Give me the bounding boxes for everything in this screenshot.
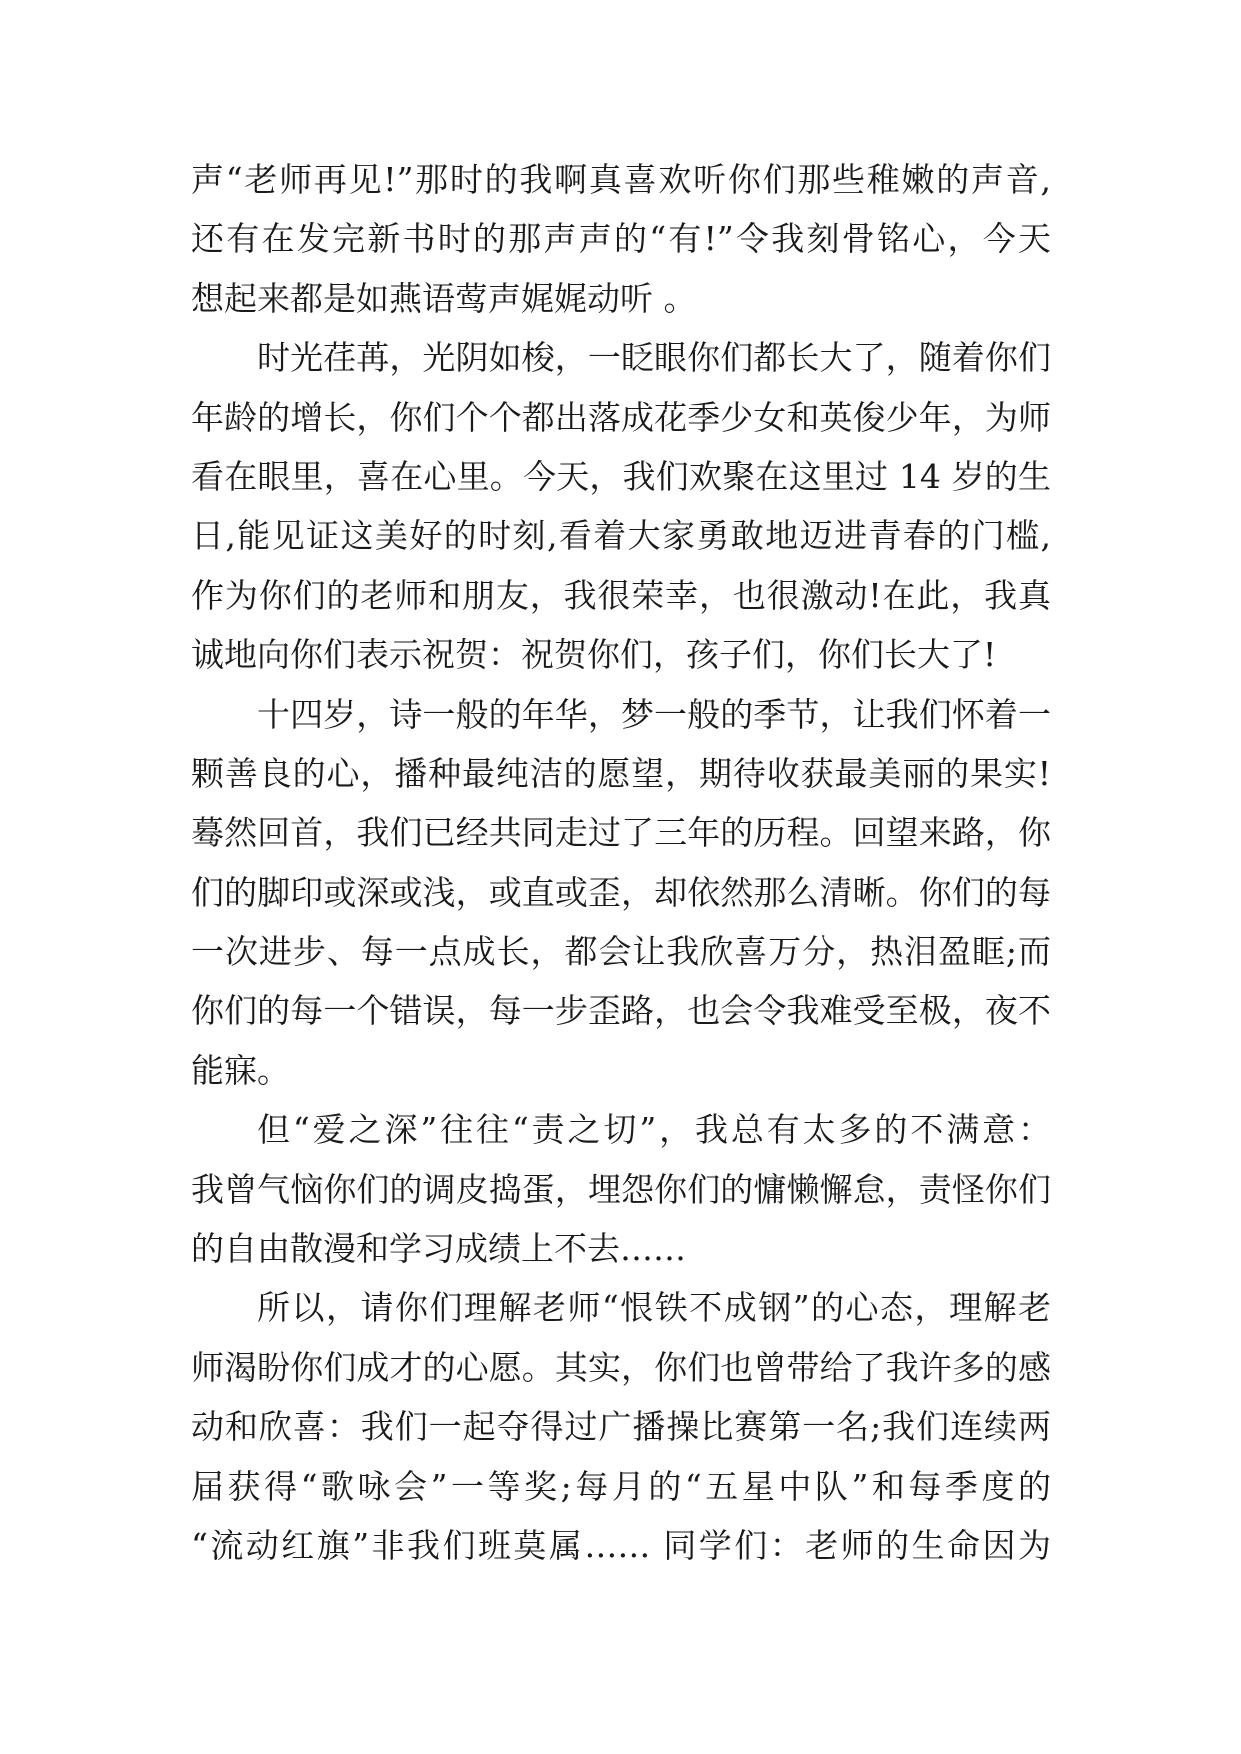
paragraph-first-line: 但“爱之深”往往“责之切”，我总有太多的不满意：: [257, 1110, 1051, 1150]
text-line: 一次进步、每一点成长，都会让我欣喜万分，热泪盈眶;而: [191, 932, 1051, 972]
text-line: 的自由散漫和学习成绩上不去……: [191, 1229, 686, 1269]
paragraph-first-line: 所以，请你们理解老师“恨铁不成钢”的心态，理解老: [257, 1288, 1051, 1328]
text-line: 届获得“歌咏会”一等奖;每月的“五星中队”和每季度的: [191, 1466, 1051, 1506]
text-line: 颗善良的心，播种最纯洁的愿望，期待收获最美丽的果实!: [191, 753, 1051, 793]
document-body: [191, 150, 1051, 1575]
text-line: 日,能见证这美好的时刻,看着大家勇敢地迈进青春的门槛,: [191, 516, 1051, 556]
text-line: 师渴盼你们成才的心愿。其实，你们也曾带给了我许多的感: [191, 1347, 1051, 1387]
text-line: 诚地向你们表示祝贺：祝贺你们，孩子们，你们长大了!: [191, 635, 997, 675]
text-line: 蓦然回首，我们已经共同走过了三年的历程。回望来路，你: [191, 813, 1051, 853]
paragraph-first-line: 十四岁，诗一般的年华，梦一般的季节，让我们怀着一: [257, 694, 1051, 734]
text-line: 动和欣喜：我们一起夺得过广播操比赛第一名;我们连续两: [191, 1407, 1051, 1447]
text-line: 看在眼里，喜在心里。今天，我们欢聚在这里过 14 岁的生: [191, 456, 1051, 496]
text-line: 我曾气恼你们的调皮捣蛋，埋怨你们的慵懒懈怠，责怪你们: [191, 1169, 1051, 1209]
text-line: 想起来都是如燕语莺声娓娓动听 。: [191, 278, 697, 318]
text-line: “流动红旗”非我们班莫属…… 同学们：老师的生命因为: [191, 1525, 1051, 1565]
text-line: 年龄的增长，你们个个都出落成花季少女和英俊少年，为师: [191, 397, 1051, 437]
paragraph-first-line: 时光荏苒，光阴如梭，一眨眼你们都长大了，随着你们: [257, 338, 1051, 378]
text-line: 你们的每一个错误，每一步歪路，也会令我难受至极，夜不: [191, 991, 1051, 1031]
text-line: 们的脚印或深或浅，或直或歪，却依然那么清晰。你们的每: [191, 872, 1051, 912]
text-line: 声“老师再见!”那时的我啊真喜欢听你们那些稚嫩的声音,: [191, 160, 1051, 199]
text-line: 作为你们的老师和朋友，我很荣幸，也很激动!在此，我真: [191, 575, 1051, 615]
text-line: 能寐。: [191, 1050, 290, 1090]
text-line: 还有在发完新书时的那声声的“有!”令我刻骨铭心，今天: [191, 219, 1051, 259]
